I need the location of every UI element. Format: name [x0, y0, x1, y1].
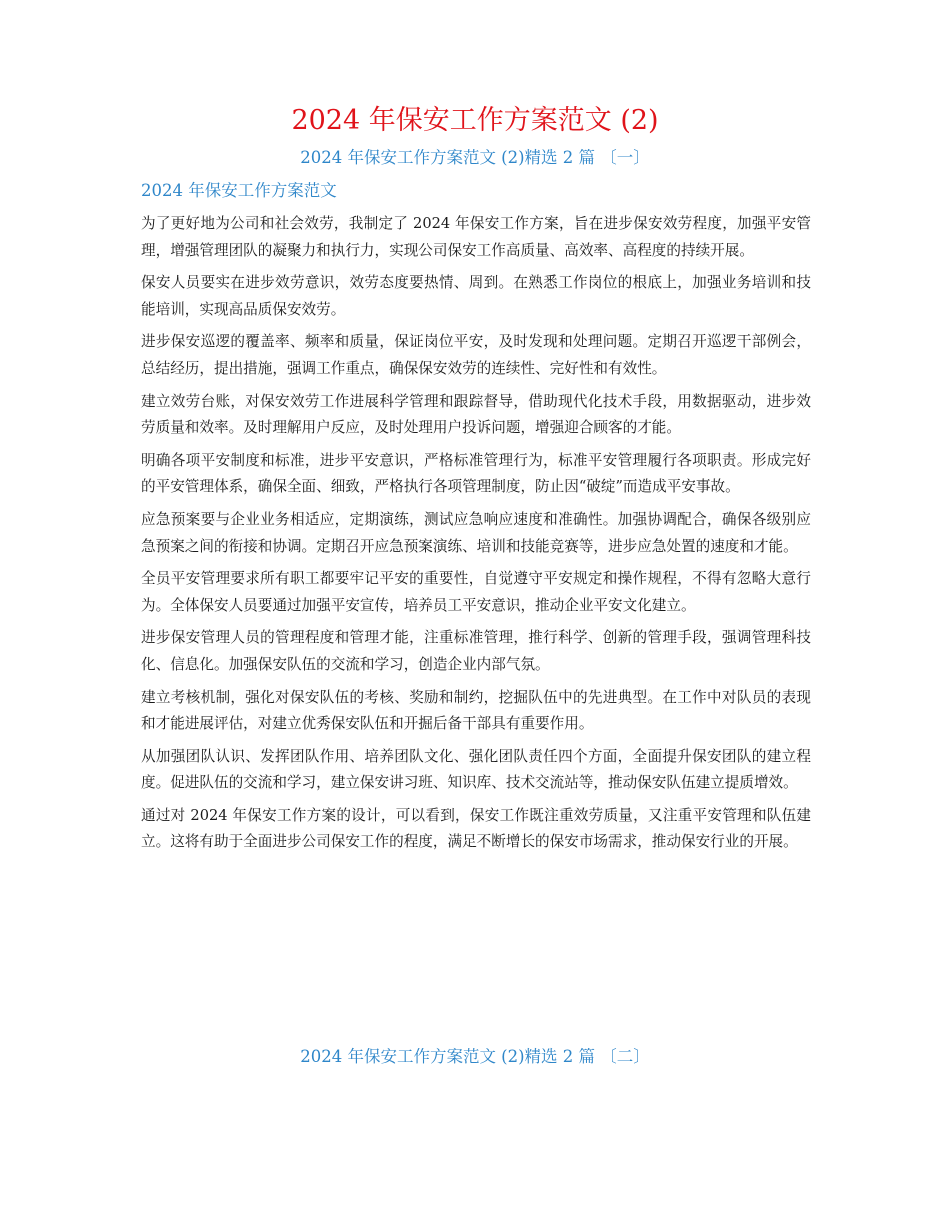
paragraph: 应急预案要与企业业务相适应，定期演练，测试应急响应速度和准确性。加强协调配合，确保各级别应急预案之间的衔接和协调。定期召开应急预案演练、培训和技能竞赛等，进步应急处置的速度和才能。: [141, 510, 811, 555]
document-body: [141, 211, 811, 862]
section-heading-2: 2024 年保安工作方案范文 (2)精选 2 篇 〔二〕: [300, 1047, 650, 1066]
paragraph: 进步保安管理人员的管理程度和管理才能，注重标准管理，推行科学、创新的管理手段，强调管理科技化、信息化。加强保安队伍的交流和学习，创造企业内部气氛。: [141, 629, 811, 673]
paragraph: 从加强团队认识、发挥团队作用、培养团队文化、强化团队责任四个方面，全面提升保安团队的建立程度。促进队伍的交流和学习，建立保安讲习班、知识库、技术交流站等，推动保安队伍建立提质增效。: [141, 747, 811, 792]
paragraph: 建立考核机制，强化对保安队伍的考核、奖励和制约，挖掘队伍中的先进典型。在工作中对队员的表现和才能进展评估，对建立优秀保安队伍和开掘后备干部具有重要作用。: [141, 688, 811, 733]
paragraph: 通过对 2024 年保安工作方案的设计，可以看到，保安工作既注重效劳质量，又注重平安管理和队伍建立。这将有助于全面进步公司保安工作的程度，满足不断增长的保安市场需求，推动保安行业的开展。: [141, 806, 811, 851]
paragraph: 建立效劳台账，对保安效劳工作进展科学管理和跟踪督导，借助现代化技术手段，用数据驱动，进步效劳质量和效率。及时理解用户反应，及时处理用户投诉问题，增强迎合顾客的才能。: [141, 392, 811, 437]
paragraph: 保安人员要实在进步效劳意识，效劳态度要热情、周到。在熟悉工作岗位的根底上，加强业务培训和技能培训，实现高品质保安效劳。: [141, 274, 811, 318]
paragraph: 进步保安巡逻的覆盖率、频率和质量，保证岗位平安，及时发现和处理问题。定期召开巡逻干部例会，总结经历，提出措施，强调工作重点，确保保安效劳的连续性、完好性和有效性。: [141, 333, 811, 377]
paragraph: 为了更好地为公司和社会效劳，我制定了 2024 年保安工作方案，旨在进步保安效劳程度，加强平安管理，增强管理团队的凝聚力和执行力，实现公司保安工作高质量、高效率、高程度的持续开展。: [141, 215, 811, 259]
document-title: 2024 年保安工作方案范文 (2): [291, 105, 659, 136]
paragraph: 全员平安管理要求所有职工都要牢记平安的重要性，自觉遵守平安规定和操作规程，不得有忽略大意行为。全体保安人员要通过加强平安宣传，培养员工平安意识，推动企业平安文化建立。: [141, 570, 811, 614]
sub-heading: 2024 年保安工作方案范文: [141, 181, 337, 200]
section-heading-1: 2024 年保安工作方案范文 (2)精选 2 篇 〔一〕: [300, 148, 650, 167]
paragraph: 明确各项平安制度和标准，进步平安意识，严格标准管理行为，标准平安管理履行各项职责。形成完好的平安管理体系，确保全面、细致，严格执行各项管理制度，防止因“破绽”而造成平安事故。: [141, 451, 811, 496]
